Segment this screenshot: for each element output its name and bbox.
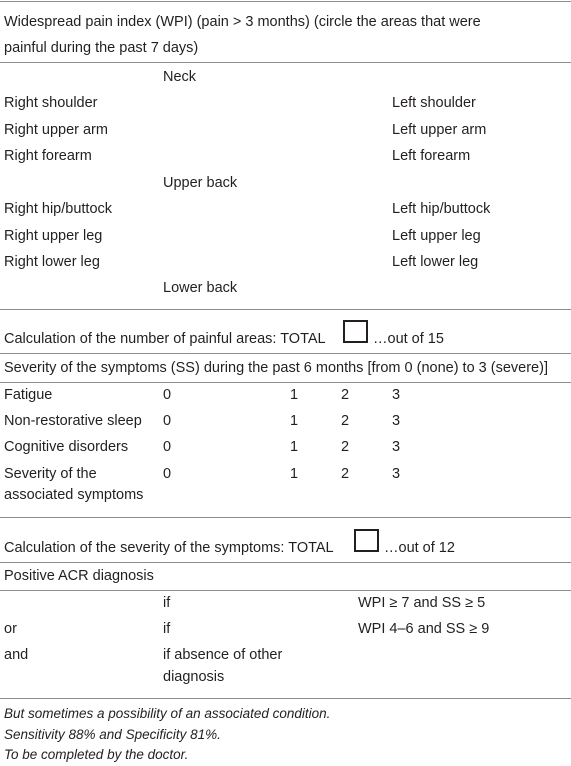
score-0[interactable]: 0 <box>163 413 172 429</box>
footnote: Sensitivity 88% and Specificity 81%. <box>4 727 221 742</box>
areas-total-box[interactable] <box>343 320 368 343</box>
diagnosis-header: Positive ACR diagnosis <box>4 568 154 584</box>
severity-header: Severity of the symptoms (SS) during the past 6 months [from 0 (none) to 3 (severe)] <box>4 360 548 376</box>
score-3[interactable]: 3 <box>392 439 401 455</box>
diagnosis-bottom-rule <box>0 698 571 699</box>
wpi-bottom-rule <box>0 309 571 310</box>
area-left-shoulder: Left shoulder <box>392 95 476 111</box>
score-0[interactable]: 0 <box>163 387 172 403</box>
footnote: But sometimes a possibility of an associated condition. <box>4 706 331 721</box>
area-left-upper-leg: Left upper leg <box>392 228 481 244</box>
area-right-forearm: Right forearm <box>4 148 92 164</box>
diagnosis-conjunction: and <box>4 647 29 663</box>
area-lower-back: Lower back <box>163 280 238 296</box>
score-1[interactable]: 1 <box>290 413 299 429</box>
severity-total-label: Calculation of the severity of the symptoms: TOTAL <box>4 540 334 556</box>
diagnosis-condition: if <box>163 621 171 637</box>
top-rule <box>0 1 571 2</box>
score-0[interactable]: 0 <box>163 439 172 455</box>
severity-row-label: Cognitive disorders <box>4 439 129 455</box>
severity-row-label: Fatigue <box>4 387 53 403</box>
score-2[interactable]: 2 <box>341 466 350 482</box>
wpi-header-rule <box>0 62 571 63</box>
score-2[interactable]: 2 <box>341 439 350 455</box>
severity-header-rule <box>0 382 571 383</box>
severity-row-label-line1: Severity of the <box>4 466 97 482</box>
score-0[interactable]: 0 <box>163 466 172 482</box>
footnote: To be completed by the doctor. <box>4 747 189 762</box>
severity-total-box[interactable] <box>354 529 379 552</box>
area-right-upper-arm: Right upper arm <box>4 122 108 138</box>
diagnosis-condition: if <box>163 595 171 611</box>
score-3[interactable]: 3 <box>392 466 401 482</box>
area-upper-back: Upper back <box>163 175 238 191</box>
severity-row-label-line2: associated symptoms <box>4 487 144 503</box>
score-2[interactable]: 2 <box>341 387 350 403</box>
score-1[interactable]: 1 <box>290 466 299 482</box>
diagnosis-header-rule <box>0 590 571 591</box>
severity-total-suffix: …out of 12 <box>384 540 455 556</box>
score-1[interactable]: 1 <box>290 439 299 455</box>
area-right-lower-leg: Right lower leg <box>4 254 100 270</box>
score-3[interactable]: 3 <box>392 387 401 403</box>
area-right-upper-leg: Right upper leg <box>4 228 103 244</box>
score-3[interactable]: 3 <box>392 413 401 429</box>
severity-row-label: Non-restorative sleep <box>4 413 142 429</box>
score-2[interactable]: 2 <box>341 413 350 429</box>
area-left-lower-leg: Left lower leg <box>392 254 479 270</box>
areas-total-suffix: …out of 15 <box>373 331 444 347</box>
severity-bottom-rule <box>0 517 571 518</box>
area-neck: Neck <box>163 69 197 85</box>
areas-total-label: Calculation of the number of painful areas: TOTAL <box>4 331 326 347</box>
diagnosis-conjunction: or <box>4 621 17 637</box>
diagnosis-condition-line1: if absence of other <box>163 647 283 663</box>
severity-total-rule <box>0 562 571 563</box>
score-1[interactable]: 1 <box>290 387 299 403</box>
area-left-hip: Left hip/buttock <box>392 201 491 217</box>
wpi-title-line2: painful during the past 7 days) <box>4 40 199 56</box>
area-left-forearm: Left forearm <box>392 148 471 164</box>
area-left-upper-arm: Left upper arm <box>392 122 487 138</box>
areas-total-rule <box>0 353 571 354</box>
diagnosis-criterion: WPI 4–6 and SS ≥ 9 <box>358 621 490 637</box>
wpi-title-line1: Widespread pain index (WPI) (pain > 3 months) (circle the areas that were <box>4 14 481 30</box>
diagnosis-condition-line2: diagnosis <box>163 669 225 685</box>
area-right-hip: Right hip/buttock <box>4 201 113 217</box>
area-right-shoulder: Right shoulder <box>4 95 98 111</box>
diagnosis-criterion: WPI ≥ 7 and SS ≥ 5 <box>358 595 486 611</box>
